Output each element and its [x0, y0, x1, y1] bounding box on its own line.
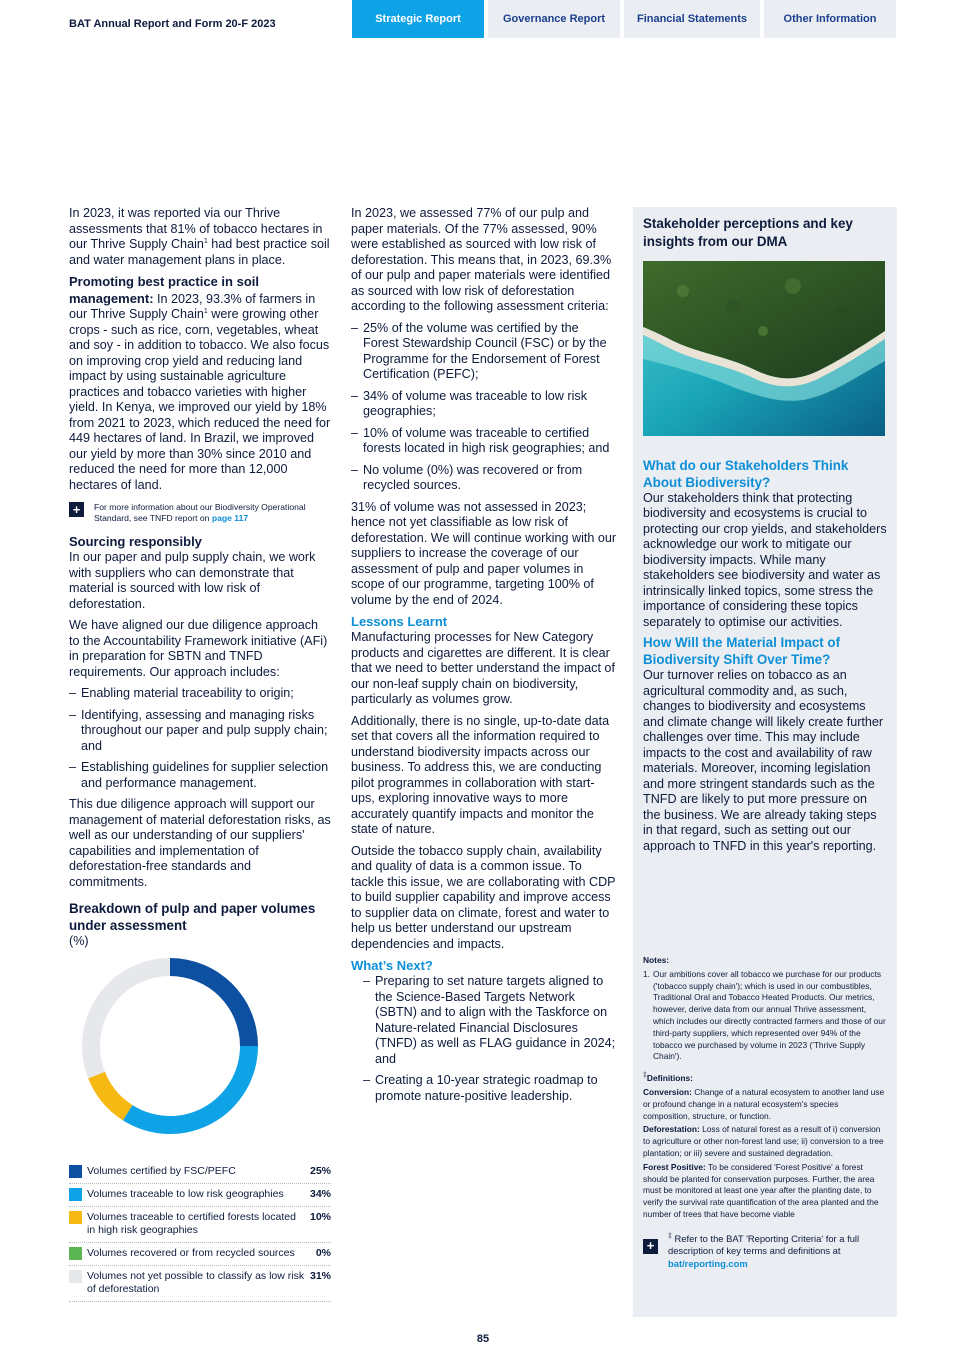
due-diligence-paragraph: This due diligence approach will support our management of material deforestation risks, as well as our understanding of our suppliers' capabilities and implementation of deforestation-free standards and commitments. [69, 797, 331, 889]
legend-row-recycled: Volumes recovered or from recycled sources 0% [69, 1243, 331, 1266]
sourcing-heading: Sourcing responsibly [69, 534, 202, 549]
soil-heading: Promoting best practice in soil management: [69, 274, 259, 306]
aligned-paragraph: We have aligned our due diligence approach to the Accountability Framework initiative (AFi) in preparation for SBTN and TNFD requirements. Our approach includes: [69, 618, 328, 679]
definition-forest-positive: Forest Positive: To be considered 'Forest Positive' a forest should be planted for conservation purposes. Further, the area must be monitored at least one year after the planting date, to verify the survival rate quantification of the area planted and the number of trees that have become viable [643, 1161, 879, 1219]
definitions-heading: ‡Definitions: [643, 1072, 693, 1084]
lessons-heading: Lessons Learnt [351, 614, 448, 629]
legend-swatch [69, 1270, 82, 1283]
legend-swatch [69, 1188, 82, 1201]
list-item: – Identifying, assessing and managing risks throughout our paper and pulp supply chain; and [69, 707, 328, 753]
stakeholders-question-heading: What do our Stakeholders Think About Biodiversity? [643, 457, 849, 490]
plus-icon: + [69, 502, 84, 517]
slice-not-classified [82, 958, 170, 1078]
material-impact-answer: Our turnover relies on tobacco as an agricultural commodity and, as such, changes to biodiversity and ecosystems and climate change will likely create further challenges over time. This may include impacts to the cost and availability of raw materials. Moreover, incoming legislation and more stringent standards such as the TNFD are likely to put more pressure on the business. We are already taking steps in that regard, such as setting out our approach to TNFD in this year's reporting. [643, 668, 884, 853]
legend-row-low-risk: Volumes traceable to low risk geographies 34% [69, 1184, 331, 1207]
tab-other-information[interactable]: Other Information [764, 0, 896, 38]
tab-financial-statements[interactable]: Financial Statements [624, 0, 760, 38]
column-left [69, 206, 332, 950]
section-tabs [352, 0, 896, 38]
tab-governance-report[interactable]: Governance Report [488, 0, 620, 38]
footnote-1: 1. Our ambitions cover all tobacco we purchase for our products ('tobacco supply chain'); which is used in our combustibles, Traditional Oral and Tobacco Heated Products. Our metrics, however, derive data from our annual Thrive assessment, which includes our directly contracted farmers and those of our third-party suppliers, which represented over 94% of the tobacco we purchased by volume in 2023 ('Thrive Supply Chain'). [643, 968, 886, 1062]
sourcing-paragraph: In our paper and pulp supply chain, we work with suppliers who can demonstrate that material is sourced with low risk of deforestation. [69, 550, 316, 611]
list-item: – 34% of volume was traceable to low risk geographies; [351, 388, 587, 418]
more-info-callout: + For more information about our Biodiversity Operational Standard, see TNFD report on page 117 [69, 502, 332, 524]
legend-swatch [69, 1247, 82, 1260]
list-item: – Creating a 10-year strategic roadmap to promote nature-positive leadership. [363, 1073, 598, 1103]
stakeholders-answer: Our stakeholders think that protecting biodiversity and ecosystems is crucial to protecting our crop yields, and stakeholders acknowledge our work to mitigate our biodiversity impacts. While many stakeholders see biodiversity and water as intrinsically linked topics, some stress the importance of considering these topics separately to optimise our activities. [643, 490, 887, 629]
reporting-criteria-callout: + ‡ Refer to the BAT 'Reporting Criteria' for a full description of key terms and definitions at bat/reporting.com [643, 1233, 887, 1271]
notes-heading: Notes: [643, 955, 670, 965]
column-middle [351, 206, 617, 1110]
legend-row-not-classified: Volumes not yet possible to classify as low risk of deforestation 31% [69, 1266, 331, 1302]
legend-row-high-risk: Volumes traceable to certified forests located in high risk geographies 10% [69, 1207, 331, 1243]
chart-legend [69, 1161, 331, 1302]
lessons-paragraph-3: Outside the tobacco supply chain, availability and quality of data is a common issue. To tackle this issue, we are collaborating with CDP to build supplier capability and improve access to supplier data on climate, forest and water to help us better understand our upstream dependencies and impacts. [351, 843, 616, 951]
page-117-link[interactable]: page 117 [211, 513, 249, 523]
reporting-link[interactable]: bat/reporting.com [668, 1257, 748, 1269]
list-item: – Enabling material traceability to origin; [69, 686, 294, 700]
slice-high-risk [88, 1072, 132, 1121]
not-assessed-paragraph: 31% of volume was not assessed in 2023; hence not yet classifiable as low risk of deforestation. We will continue working with our suppliers to increase the coverage of our assessment of pulp and paper volumes in scope of our programme, targeting 100% of volume by the end of 2024. [351, 499, 617, 607]
coastline-aerial-photo [643, 261, 885, 436]
chart-heading: Breakdown of pulp and paper volumes under assessment [69, 901, 316, 933]
legend-row-fsc: Volumes certified by FSC/PEFC 25% [69, 1161, 331, 1184]
list-item: – 25% of the volume was certified by the Forest Stewardship Council (FSC) or by the Programme for the Endorsement of Forest Certification (PEFC); [351, 320, 607, 381]
page-number: 85 [476, 1333, 490, 1345]
tab-strategic-report[interactable]: Strategic Report [352, 0, 484, 38]
stakeholder-panel [633, 207, 897, 1317]
soil-paragraph: Promoting best practice in soil management: In 2023, 93.3% of farmers in our Thrive Supply Chain$^1$ were growing other crops - such as rice, corn, vegetables, wheat and soy - in addition to tobacco. We also focus on improving crop yield and reducing land impact by using sustainable agriculture practices and tobacco varieties with higher yield. In Kenya, we improved our yield by 18% from 2021 to 2023, which reduced the need for 449 hectares of land. In Brazil, we improved our yield by more than 30% since 2010 and reduced the need for more than 12,000 hectares of land. [69, 274, 331, 492]
document-title: BAT Annual Report and Form 20-F 2023 [69, 18, 276, 30]
lessons-paragraph-2: Additionally, there is no single, up-to-date data set that covers all the information required to understand biodiversity impacts across our business. To address this, we are conducting pilot programmes in collaboration with start-ups, exploring innovative ways to more accurately quantify impacts and monitor the state of nature. [351, 713, 610, 836]
legend-swatch [69, 1165, 82, 1178]
donut-chart [80, 956, 260, 1136]
definition-deforestation: Deforestation: Loss of natural forest as a result of i) conversion to agriculture or other non-forest land use; ii) conversion to a tree plantation; or iii) severe and sustained degradation. [643, 1124, 884, 1158]
whats-next-heading: What’s Next? [351, 958, 433, 973]
legend-swatch [69, 1211, 82, 1224]
intro-paragraph: In 2023, it was reported via our Thrive assessments that 81% of tobacco hectares in our Thrive Supply Chain$^1$ had best practice soil and water management plans in place. [69, 206, 330, 267]
list-item: – No volume (0%) was recovered or from recycled sources. [351, 462, 583, 492]
list-item: – Preparing to set nature targets aligned to the Science-Based Targets Network (SBTN) and to align with the Taskforce on Nature-related Financial Disclosures (TNFD) as well as FLAG guidance in 2024; and [363, 974, 616, 1066]
list-item: – Establishing guidelines for supplier selection and performance management. [69, 760, 329, 790]
plus-icon: + [643, 1239, 658, 1254]
material-impact-heading: How Will the Material Impact of Biodiversity Shift Over Time? [643, 635, 841, 667]
chart-unit: (%) [69, 934, 89, 948]
assessment-paragraph: In 2023, we assessed 77% of our pulp and paper materials. Of the 77% assessed, 90% were established as sourced with low risk of deforestation. This means that, in 2023, 69.3% of our pulp and paper materials were identified as sourced with low risk of deforestation according to the following assessment criteria: [351, 206, 612, 313]
list-item: – 10% of volume was traceable to certified forests located in high risk geographies; and [351, 425, 610, 455]
slice-fsc-pefc [170, 958, 258, 1046]
panel-heading: Stakeholder perceptions and key insights from our DMA [643, 216, 853, 249]
definition-conversion: Conversion: Change of a natural ecosystem to another land use or profound change in a natural ecosystem's species composition, structure, or function. [643, 1086, 885, 1121]
slice-low-risk [123, 1046, 258, 1134]
notes-section [643, 955, 887, 1270]
lessons-paragraph-1: Manufacturing processes for New Category products and cigarettes are different. It is clear that we need to better understand the impact of our non-leaf supply chain on biodiversity, particularly as volumes grow. [351, 630, 615, 706]
